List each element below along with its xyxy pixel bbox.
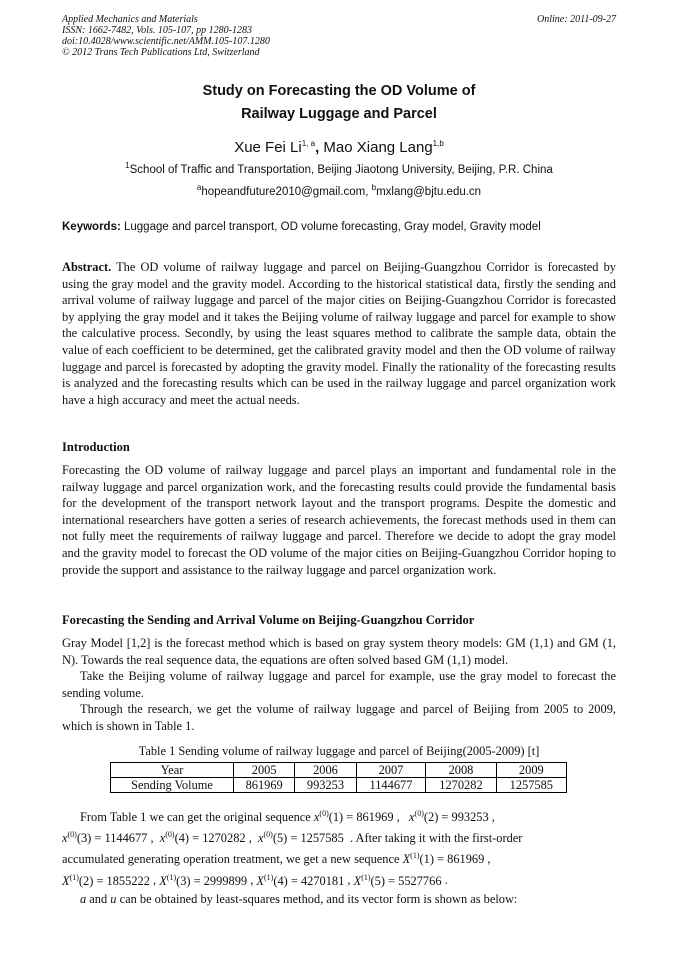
seq-x0-5: $x^{(0)}(5) = 1257585$ (257, 830, 344, 846)
table1-caption: Table 1 Sending volume of railway luggage and parcel of Beijing(2005-2009) [t] (138, 744, 540, 758)
journal-header (62, 14, 270, 58)
abstract (62, 259, 616, 408)
table-row (111, 778, 567, 793)
doi: doi:10.4028/www.scientific.net/AMM.105-107.1280 (62, 36, 270, 47)
var-u: u (110, 891, 117, 906)
table-cell: 2008 (426, 763, 496, 778)
keywords (62, 221, 616, 233)
section2-heading: Forecasting the Sending and Arrival Volume on Beijing-Guangzhou Corridor (62, 613, 475, 627)
after-table-l3: accumulated generating operation treatment, we get a new sequence (62, 852, 403, 867)
paper-title-line1: Study on Forecasting the OD Volume of (202, 83, 476, 99)
table-cell: 1144677 (356, 778, 426, 793)
seq-X1-5: $X^{(1)}(5) = 5527766$ (353, 872, 442, 888)
table-cell: 2007 (356, 763, 426, 778)
table-cell: 2006 (295, 763, 356, 778)
table-cell: 2009 (496, 763, 566, 778)
section2-p1: Gray Model [1,2] is the forecast method which is based on gray system theory models: GM (1,1) and GM (1, N). Towards the real sequence data, the equations are often solved based GM (1,1) model. (62, 636, 616, 667)
last-rest: can be obtained by least-squares method, and its vector form is shown as below: (116, 891, 518, 906)
seq-x0-1: $x^{(0)}(1) = 861969$ (313, 809, 394, 825)
last-and: and (86, 891, 111, 906)
section2-p2: Take the Beijing volume of railway luggage and parcel for example, use the gray model to forecast the sending volume. (62, 669, 616, 700)
seq-x0-2: $x^{(0)}(2) = 993253$ (409, 809, 489, 825)
table-cell: 1270282 (426, 778, 496, 793)
after-table-line3: accumulated generating operation treatment, we get a new sequence $X^{(1)}(1) = 861969$ , (62, 851, 491, 867)
author-separator: , (315, 139, 324, 156)
abstract-text: The OD volume of railway luggage and parcel on Beijing-Guangzhou Corridor is forecasted by using the gray model and the gravity model. According to the historical statistical data, firstly the sending and arrival volume of railway luggage and parcel of the major cities on Beijing-Guangzhou Corridor is forecasted by applying the gray model and it takes the Beijing volume of railway luggage and parcel for example to show the calculative process. Secondly, by using the least squares method to calibrate the sample data, obtain the value of each coefficient to be determined, get the calibrated gravity model and then the OD volume of railway luggage and parcel is forecasted by adopting the gravity model. Finally the rationality of the forecasting results is analyzed and the forecasting results which can be used in the railway luggage and parcel organization work have a high accuracy and meet the actual needs. (62, 260, 616, 407)
table-cell: 861969 (234, 778, 295, 793)
seq-X1-4: $X^{(1)}(4) = 4270181$ (256, 872, 345, 888)
emails (0, 183, 678, 198)
after-table-line2: $x^{(0)}(3) = 1144677$ , $x^{(0)}(4) = 1270282$ , $x^{(0)}(5) = 1257585$ . After taking it with the first-order (62, 830, 523, 846)
email-a-sup: a (196, 183, 202, 193)
after-table-line5 (62, 890, 616, 908)
online-date: Online: 2011-09-27 (537, 14, 616, 25)
table-cell: Sending Volume (111, 778, 234, 793)
after-table-l1: From Table 1 we can get the original sequence (80, 810, 314, 825)
introduction-heading: Introduction (62, 440, 130, 454)
table-cell: 1257585 (496, 778, 566, 793)
seq-x0-3: $x^{(0)}(3) = 1144677$ (62, 830, 148, 846)
table-header-row (111, 763, 567, 778)
introduction-text: Forecasting the OD volume of railway luggage and parcel plays an important and fundamental role in the railway luggage and parcel organization work, and the forecasting results could provide the fundamental basis for the development of the transport network layout and the transport programs. Despite the domestic and international researchers have gotten a series of research achievements, the forecast methods used in them can not fully meet the requirements of railway luggage and parcel. Therefore we decide to adopt the gray model and the gravity model to forecast the OD volume of the major cities on Beijing-Guangzhou Corridor hoping to provide the support and assistance to the railway luggage and parcel organization work. (62, 463, 616, 577)
affiliation (0, 161, 678, 176)
email-b-sup: b (371, 183, 377, 193)
affiliation-sup: 1 (125, 161, 130, 171)
seq-X1-2: $X^{(1)}(2) = 1855222$ (62, 872, 150, 888)
section2-body (62, 635, 616, 735)
after-table-line4: $X^{(1)}(2) = 1855222$ , $X^{(1)}(3) = 2999899$ , $X^{(1)}(4) = 4270181$ , $X^{(1)}(5) = 5527766$ . (62, 872, 448, 888)
email-b: mxlang@bjtu.edu.cn (376, 186, 482, 198)
after-table-line1: From Table 1 we can get the original sequence $x^{(0)}(1) = 861969$ , $x^{(0)}(2) = 993253$ , (80, 809, 495, 825)
abstract-label: Abstract. (62, 260, 112, 274)
section2-p3: Through the research, we get the volume of railway luggage and parcel of Beijing from 2005 to 2009, which is shown in Table 1. (62, 702, 616, 733)
table-cell: 2005 (234, 763, 295, 778)
email-a: hopeandfuture2010@gmail.com, (201, 186, 372, 198)
seq-X1-3: $X^{(1)}(3) = 2999899$ (159, 872, 248, 888)
keywords-label: Keywords: (62, 221, 121, 233)
table-cell: Year (111, 763, 234, 778)
issn: ISSN: 1662-7482, Vols. 105-107, pp 1280-1283 (62, 25, 252, 36)
paper-title-line2: Railway Luggage and Parcel (241, 106, 437, 122)
journal-name: Applied Mechanics and Materials (62, 14, 198, 25)
after-table-mid: . After taking it with the first-order (350, 831, 523, 846)
authors (0, 139, 678, 156)
seq-x0-4: $x^{(0)}(4) = 1270282$ (159, 830, 246, 846)
seq-X1-1: $X^{(1)}(1) = 861969$ (402, 851, 485, 867)
copyright: © 2012 Trans Tech Publications Ltd, Switzerland (62, 47, 260, 58)
author-1-sup: 1, a (301, 139, 316, 148)
author-2: Mao Xiang Lang (323, 139, 433, 156)
after-table-text (62, 805, 616, 908)
author-1: Xue Fei Li (234, 139, 302, 156)
author-2-sup: 1,b (432, 139, 444, 148)
keywords-text: Luggage and parcel transport, OD volume forecasting, Gray model, Gravity model (120, 221, 541, 233)
table1 (110, 762, 567, 793)
table-cell: 993253 (295, 778, 356, 793)
var-a: a (80, 891, 87, 906)
affiliation-text: School of Traffic and Transportation, Beijing Jiaotong University, Beijing, P.R. China (129, 164, 553, 176)
